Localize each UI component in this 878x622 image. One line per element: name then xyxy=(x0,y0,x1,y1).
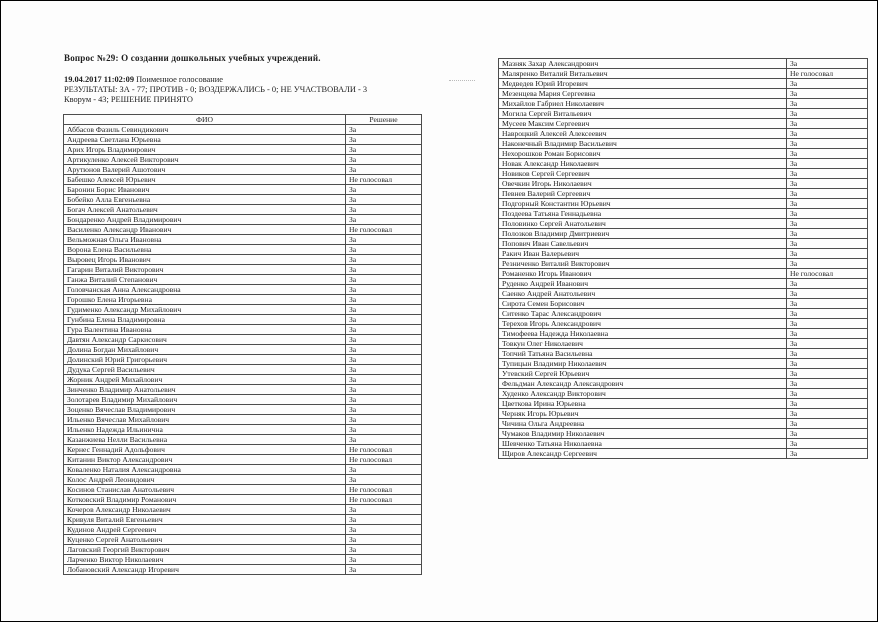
decision-cell: За xyxy=(346,535,422,545)
decision-cell: За xyxy=(787,439,868,449)
deputy-name-cell: Котковский Владимир Романович xyxy=(64,495,346,505)
decision-cell: За xyxy=(346,525,422,535)
decision-cell: За xyxy=(346,505,422,515)
decision-cell: За xyxy=(346,325,422,335)
results-line: РЕЗУЛЬТАТЫ: ЗА - 77; ПРОТИВ - 0; ВОЗДЕРЖАЛИСЬ - 0; НЕ УЧАСТВОВАЛИ - 3 xyxy=(64,85,368,95)
table-row xyxy=(499,329,868,339)
decision-cell: За xyxy=(346,405,422,415)
deputy-name-cell: Андреева Светлана Юрьевна xyxy=(64,135,346,145)
deputy-name-cell: Вельможная Ольга Ивановна xyxy=(64,235,346,245)
decision-cell: За xyxy=(787,339,868,349)
deputy-name-cell: Колос Андрей Леонидович xyxy=(64,475,346,485)
deputy-name-cell: Медведев Юрий Игоревич xyxy=(499,79,787,89)
deputy-name-cell: Худенко Александр Викторович xyxy=(499,389,787,399)
table-row xyxy=(64,235,422,245)
decision-cell: За xyxy=(787,99,868,109)
table-row xyxy=(499,369,868,379)
deputy-name-cell: Мезенцева Мария Сергеевна xyxy=(499,89,787,99)
deputy-name-cell: Тимофеева Надежда Николаевна xyxy=(499,329,787,339)
deputy-name-cell: Черняк Игорь Юрьевич xyxy=(499,409,787,419)
table-row xyxy=(64,505,422,515)
deputy-name-cell: Гура Валентина Ивановна xyxy=(64,325,346,335)
deputy-name-cell: Гудименко Александр Михайлович xyxy=(64,305,346,315)
session-line xyxy=(64,75,367,85)
decision-cell: За xyxy=(787,89,868,99)
decision-cell: За xyxy=(787,389,868,399)
deputy-name-cell: Ситенко Тарас Александрович xyxy=(499,309,787,319)
table-row xyxy=(499,139,868,149)
deputy-name-cell: Коваленко Наталия Александровна xyxy=(64,465,346,475)
table-row xyxy=(64,405,422,415)
table-row xyxy=(64,565,422,575)
decision-cell: За xyxy=(787,279,868,289)
decision-cell: За xyxy=(346,545,422,555)
table-row xyxy=(64,555,422,565)
deputy-name-cell: Горошко Елена Игорьевна xyxy=(64,295,346,305)
deputy-name-cell: Головчанская Анна Александровна xyxy=(64,285,346,295)
table-row xyxy=(499,449,868,459)
session-datetime: 19.04.2017 11:02:09 xyxy=(64,75,135,84)
decision-cell: За xyxy=(787,109,868,119)
decision-cell: За xyxy=(346,395,422,405)
decision-cell: За xyxy=(787,429,868,439)
deputy-name-cell: Артикуленко Алексей Викторович xyxy=(64,155,346,165)
decision-cell: За xyxy=(346,245,422,255)
decision-cell: За xyxy=(346,335,422,345)
deputy-name-cell: Кочеров Александр Николаевич xyxy=(64,505,346,515)
table-row xyxy=(499,89,868,99)
decision-cell: За xyxy=(346,195,422,205)
decision-cell: За xyxy=(346,375,422,385)
table-row xyxy=(64,215,422,225)
table-row xyxy=(64,415,422,425)
deputy-name-cell: Утевский Сергей Юрьевич xyxy=(499,369,787,379)
quorum-line: Кворум - 43; РЕШЕНИЕ ПРИНЯТО xyxy=(64,95,193,105)
table-row xyxy=(64,285,422,295)
decision-cell: За xyxy=(346,465,422,475)
decision-cell: За xyxy=(787,419,868,429)
decision-cell: Не голосовал xyxy=(787,269,868,279)
deputy-name-cell: Чумаков Владимир Николаевич xyxy=(499,429,787,439)
deputy-name-cell: Маляренко Виталий Витальевич xyxy=(499,69,787,79)
decision-cell: За xyxy=(787,59,868,69)
deputy-name-cell: Китанин Виктор Александрович xyxy=(64,455,346,465)
decision-cell: За xyxy=(346,145,422,155)
table-row xyxy=(499,149,868,159)
scan-artifact xyxy=(449,80,475,82)
deputy-name-cell: Руденко Андрей Иванович xyxy=(499,279,787,289)
decision-cell: Не голосовал xyxy=(346,445,422,455)
deputy-name-cell: Фельдман Александр Александрович xyxy=(499,379,787,389)
table-row xyxy=(64,175,422,185)
decision-cell: За xyxy=(787,319,868,329)
decision-cell: За xyxy=(787,369,868,379)
deputy-name-cell: Терехов Игорь Александрович xyxy=(499,319,787,329)
decision-cell: За xyxy=(346,475,422,485)
deputy-name-cell: Половинко Сергей Анатольевич xyxy=(499,219,787,229)
table-row xyxy=(499,249,868,259)
table-row xyxy=(64,185,422,195)
table-row xyxy=(499,239,868,249)
deputy-name-cell: Топчий Татьяна Васильевна xyxy=(499,349,787,359)
deputy-name-cell: Гагарин Виталий Викторович xyxy=(64,265,346,275)
table-row xyxy=(499,219,868,229)
table-row xyxy=(64,275,422,285)
table-row xyxy=(64,305,422,315)
table-row xyxy=(64,465,422,475)
decision-cell: За xyxy=(787,159,868,169)
table-row xyxy=(499,289,868,299)
table-row xyxy=(64,205,422,215)
deputy-name-cell: Мазняк Захар Александрович xyxy=(499,59,787,69)
deputy-name-cell: Тупицын Владимир Николаевич xyxy=(499,359,787,369)
table-row xyxy=(64,195,422,205)
decision-cell: За xyxy=(346,515,422,525)
table-row xyxy=(64,425,422,435)
table-row xyxy=(499,159,868,169)
deputy-name-cell: Могила Сергей Витальевич xyxy=(499,109,787,119)
deputy-name-cell: Арих Игорь Владимирович xyxy=(64,145,346,155)
table-row xyxy=(64,325,422,335)
table-row xyxy=(499,339,868,349)
deputy-name-cell: Михайлов Габриел Николаевич xyxy=(499,99,787,109)
deputy-name-cell: Баронин Борис Иванович xyxy=(64,185,346,195)
deputy-name-cell: Цветкова Ирина Юрьевна xyxy=(499,399,787,409)
deputy-name-cell: Щиров Александр Сергеевич xyxy=(499,449,787,459)
table-row xyxy=(499,69,868,79)
decision-cell: За xyxy=(346,135,422,145)
decision-cell: Не голосовал xyxy=(346,495,422,505)
decision-cell: За xyxy=(346,165,422,175)
table-row xyxy=(499,379,868,389)
decision-cell: За xyxy=(787,209,868,219)
deputy-name-cell: Чичина Ольга Андреевна xyxy=(499,419,787,429)
deputy-name-cell: Куценко Сергей Анатольевич xyxy=(64,535,346,545)
decision-cell: За xyxy=(787,219,868,229)
table-row xyxy=(64,545,422,555)
session-type: Поименное голосование xyxy=(134,75,223,84)
decision-cell: За xyxy=(346,345,422,355)
deputy-name-cell: Василенко Александр Иванович xyxy=(64,225,346,235)
decision-cell: За xyxy=(787,229,868,239)
deputy-name-cell: Косинов Станислав Анатольевич xyxy=(64,485,346,495)
deputy-name-cell: Подгорный Константин Юрьевич xyxy=(499,199,787,209)
deputy-name-cell: Полозков Владимир Дмитриевич xyxy=(499,229,787,239)
decision-cell: За xyxy=(346,215,422,225)
deputy-name-cell: Наконечный Владимир Васильевич xyxy=(499,139,787,149)
table-row xyxy=(64,125,422,135)
deputy-name-cell: Новиков Сергей Сергеевич xyxy=(499,169,787,179)
deputy-name-cell: Богач Алексей Анатольевич xyxy=(64,205,346,215)
decision-cell: За xyxy=(346,205,422,215)
decision-cell: За xyxy=(346,275,422,285)
deputy-name-cell: Лаговский Георгий Викторович xyxy=(64,545,346,555)
decision-cell: За xyxy=(787,249,868,259)
deputy-name-cell: Кривуля Виталий Евгеньевич xyxy=(64,515,346,525)
table-row xyxy=(64,245,422,255)
decision-cell: За xyxy=(346,125,422,135)
deputy-name-cell: Новак Александр Николаевич xyxy=(499,159,787,169)
decision-cell: За xyxy=(787,149,868,159)
table-row xyxy=(499,79,868,89)
decision-cell: За xyxy=(787,399,868,409)
deputy-name-cell: Ворона Елена Васильевна xyxy=(64,245,346,255)
deputy-name-cell: Ганжа Виталий Степанович xyxy=(64,275,346,285)
table-row xyxy=(64,265,422,275)
table-row xyxy=(64,475,422,485)
table-row xyxy=(64,445,422,455)
table-row xyxy=(64,375,422,385)
decision-cell: За xyxy=(787,259,868,269)
deputy-name-cell: Бондаренко Андрей Владимирович xyxy=(64,215,346,225)
decision-cell: За xyxy=(346,295,422,305)
decision-cell: За xyxy=(346,255,422,265)
decision-cell: За xyxy=(346,565,422,575)
table-row xyxy=(499,279,868,289)
table-row xyxy=(64,335,422,345)
deputy-name-cell: Саенко Андрей Анатольевич xyxy=(499,289,787,299)
decision-cell: За xyxy=(346,355,422,365)
decision-cell: За xyxy=(346,265,422,275)
decision-cell: Не голосовал xyxy=(346,455,422,465)
deputy-name-cell: Бабешко Алексей Юрьевич xyxy=(64,175,346,185)
decision-cell: За xyxy=(787,299,868,309)
table-row xyxy=(64,225,422,235)
deputy-name-cell: Золотарев Владимир Михайлович xyxy=(64,395,346,405)
table-row xyxy=(64,525,422,535)
deputy-name-cell: Овечкин Игорь Николаевич xyxy=(499,179,787,189)
decision-cell: За xyxy=(787,119,868,129)
table-row xyxy=(499,179,868,189)
decision-cell: За xyxy=(787,359,868,369)
table-row xyxy=(499,359,868,369)
table-row xyxy=(499,59,868,69)
deputy-name-cell: Ильенко Вячеслав Михайлович xyxy=(64,415,346,425)
table-row xyxy=(499,109,868,119)
deputy-name-cell: Долина Богдан Михайлович xyxy=(64,345,346,355)
decision-cell: За xyxy=(346,415,422,425)
decision-cell: За xyxy=(346,365,422,375)
deputy-name-cell: Нехорошков Роман Борисович xyxy=(499,149,787,159)
deputy-name-cell: Ракич Иван Валерьевич xyxy=(499,249,787,259)
decision-cell: Не голосовал xyxy=(346,225,422,235)
decision-cell: За xyxy=(787,139,868,149)
table-row xyxy=(499,119,868,129)
table-row xyxy=(64,345,422,355)
decision-cell: За xyxy=(346,155,422,165)
decision-cell: Не голосовал xyxy=(787,69,868,79)
deputy-name-cell: Аббасов Фазиль Севиндикович xyxy=(64,125,346,135)
deputy-name-cell: Поздеева Татьяна Геннадьевна xyxy=(499,209,787,219)
table-row xyxy=(499,129,868,139)
deputy-name-cell: Сирота Семен Борисович xyxy=(499,299,787,309)
deputy-name-cell: Мусеев Максим Сергеевич xyxy=(499,119,787,129)
deputy-name-cell: Лобановский Александр Игоревич xyxy=(64,565,346,575)
decision-cell: За xyxy=(346,385,422,395)
voting-table-left xyxy=(63,114,422,575)
deputy-name-cell: Резниченко Виталий Викторович xyxy=(499,259,787,269)
decision-cell: За xyxy=(787,189,868,199)
table-row xyxy=(499,199,868,209)
deputy-name-cell: Давтян Александр Саркисович xyxy=(64,335,346,345)
table-row xyxy=(64,395,422,405)
table-header-row xyxy=(64,115,422,125)
deputy-name-cell: Кудинов Андрей Сергеевич xyxy=(64,525,346,535)
table-row xyxy=(64,355,422,365)
table-row xyxy=(499,319,868,329)
decision-cell: За xyxy=(787,129,868,139)
deputy-name-cell: Ильенко Надежда Ильинична xyxy=(64,425,346,435)
decision-cell: За xyxy=(346,315,422,325)
table-row xyxy=(64,485,422,495)
decision-cell: За xyxy=(787,199,868,209)
decision-cell: За xyxy=(787,79,868,89)
deputy-name-cell: Зинченко Владимир Анатольевич xyxy=(64,385,346,395)
deputy-name-cell: Дудука Сергей Васильевич xyxy=(64,365,346,375)
table-row xyxy=(499,99,868,109)
table-row xyxy=(499,269,868,279)
table-row xyxy=(499,189,868,199)
table-row xyxy=(64,535,422,545)
table-row xyxy=(499,209,868,219)
table-row xyxy=(499,299,868,309)
decision-cell: За xyxy=(787,289,868,299)
table-row xyxy=(64,435,422,445)
table-row xyxy=(499,389,868,399)
table-row xyxy=(499,229,868,239)
deputy-name-cell: Товкун Олег Николаевич xyxy=(499,339,787,349)
table-row xyxy=(499,259,868,269)
table-row xyxy=(64,145,422,155)
decision-cell: За xyxy=(346,435,422,445)
deputy-name-cell: Зоценко Вячеслав Владимирович xyxy=(64,405,346,415)
table-row xyxy=(499,419,868,429)
voting-table-right xyxy=(498,58,868,459)
table-row xyxy=(499,169,868,179)
table-row xyxy=(64,295,422,305)
table-row xyxy=(64,365,422,375)
deputy-name-cell: Арутюнов Валерий Ашотович xyxy=(64,165,346,175)
table-row xyxy=(64,315,422,325)
deputy-name-cell: Шевченко Татьяна Николаевна xyxy=(499,439,787,449)
decision-cell: За xyxy=(346,235,422,245)
meta-block xyxy=(64,75,367,106)
decision-cell: За xyxy=(346,285,422,295)
deputy-name-cell: Выровец Игорь Иванович xyxy=(64,255,346,265)
decision-cell: За xyxy=(787,409,868,419)
table-row xyxy=(499,429,868,439)
decision-cell: За xyxy=(346,185,422,195)
deputy-name-cell: Попович Иван Савельевич xyxy=(499,239,787,249)
table-row xyxy=(64,495,422,505)
decision-cell: Не голосовал xyxy=(346,485,422,495)
decision-cell: За xyxy=(787,379,868,389)
fio-header-cell: ФИО xyxy=(64,115,346,125)
table-row xyxy=(499,439,868,449)
decision-cell: За xyxy=(787,179,868,189)
deputy-name-cell: Гунбина Елена Владимировна xyxy=(64,315,346,325)
deputy-name-cell: Певнев Валерий Сергеевич xyxy=(499,189,787,199)
decision-cell: За xyxy=(787,349,868,359)
decision-header-cell: Решение xyxy=(346,115,422,125)
table-row xyxy=(64,135,422,145)
deputy-name-cell: Долинский Юрий Григорьевич xyxy=(64,355,346,365)
table-row xyxy=(499,309,868,319)
decision-cell: За xyxy=(787,309,868,319)
table-row xyxy=(64,165,422,175)
deputy-name-cell: Ларченко Виктор Николаевич xyxy=(64,555,346,565)
decision-cell: За xyxy=(346,305,422,315)
decision-cell: За xyxy=(346,555,422,565)
table-row xyxy=(499,409,868,419)
table-row xyxy=(64,515,422,525)
deputy-name-cell: Казанжиева Нелли Васильевна xyxy=(64,435,346,445)
table-row xyxy=(64,385,422,395)
deputy-name-cell: Кернес Геннадий Адольфович xyxy=(64,445,346,455)
decision-cell: За xyxy=(346,425,422,435)
table-row xyxy=(64,455,422,465)
decision-cell: За xyxy=(787,449,868,459)
table-row xyxy=(499,399,868,409)
deputy-name-cell: Романенко Игорь Иванович xyxy=(499,269,787,279)
decision-cell: За xyxy=(787,169,868,179)
deputy-name-cell: Бобейко Алла Евгеньевна xyxy=(64,195,346,205)
deputy-name-cell: Жорник Андрей Михайлович xyxy=(64,375,346,385)
deputy-name-cell: Навроцкий Алексей Алексеевич xyxy=(499,129,787,139)
decision-cell: За xyxy=(787,239,868,249)
decision-cell: Не голосовал xyxy=(346,175,422,185)
decision-cell: За xyxy=(787,329,868,339)
table-row xyxy=(499,349,868,359)
table-row xyxy=(64,155,422,165)
table-row xyxy=(64,255,422,265)
page-title: Вопрос №29: О создании дошкольных учебных учреждений. xyxy=(64,53,321,63)
